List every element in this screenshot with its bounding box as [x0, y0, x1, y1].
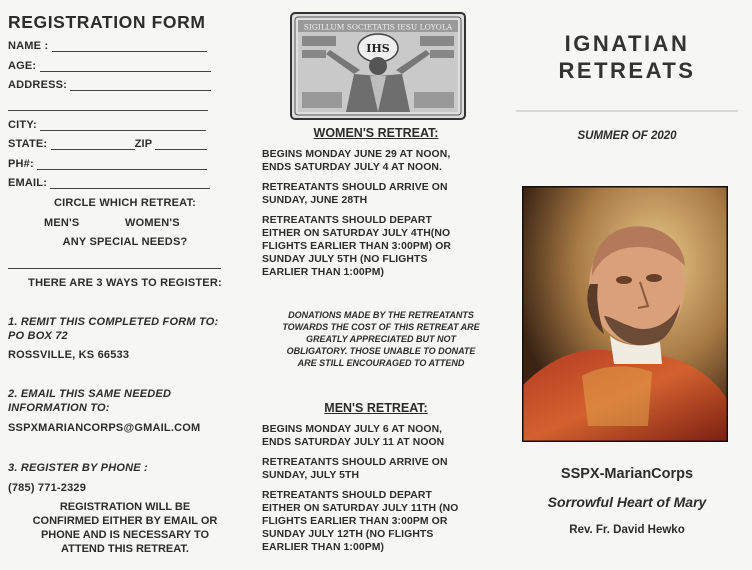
name-blank[interactable]	[52, 42, 207, 52]
men-depart-5: EARLIER THAN 1:00PM)	[262, 542, 385, 553]
way2-line2: INFORMATION TO:	[8, 402, 110, 414]
way3-phone[interactable]: (785) 771-2329	[8, 482, 87, 494]
email-label: EMAIL:	[8, 177, 48, 189]
men-depart-3: FLIGHTS EARLIER THAN 3:00PM OR	[262, 516, 448, 527]
name-field[interactable]	[8, 40, 207, 52]
women-arrive-2: SUNDAY, JUNE 28TH	[262, 195, 368, 206]
women-depart-3: FLIGHTS EARLIER THAN 3:00PM) OR	[262, 241, 451, 252]
zip-blank[interactable]	[155, 140, 207, 150]
women-depart-2: EITHER ON SATURDAY JULY 4TH(NO	[262, 228, 451, 239]
city-label: CITY:	[8, 119, 37, 131]
men-depart-4: SUNDAY JULY 12TH (NO FLIGHTS	[262, 529, 434, 540]
womens-heading: WOMEN'S RETREAT:	[313, 126, 439, 140]
form-title: REGISTRATION FORM	[8, 12, 206, 32]
state-zip-field[interactable]	[8, 138, 207, 150]
name-label: NAME :	[8, 40, 49, 52]
men-arrive-1: RETREATANTS SHOULD ARRIVE ON	[262, 457, 448, 468]
address-blank-2[interactable]	[8, 101, 208, 111]
women-depart-1: RETREATANTS SHOULD DEPART	[262, 215, 432, 226]
city-blank[interactable]	[40, 121, 206, 131]
confirm-line: REGISTRATION WILL BE	[59, 501, 191, 513]
way3-line1: 3. REGISTER BY PHONE :	[8, 462, 148, 474]
way1-line1: 1. REMIT THIS COMPLETED FORM TO:	[8, 316, 219, 328]
zip-label: ZIP	[134, 138, 153, 150]
seal-monogram: IHS	[366, 42, 390, 55]
option-women[interactable]: WOMEN'S	[125, 217, 180, 229]
org-subtitle: Sorrowful Heart of Mary	[547, 494, 707, 510]
special-needs-blank[interactable]	[8, 268, 221, 269]
men-arrive-2: SUNDAY, JULY 5TH	[262, 470, 360, 481]
mens-heading: MEN'S RETREAT:	[324, 401, 428, 415]
men-depart-2: EITHER ON SATURDAY JULY 11TH (NO	[262, 503, 459, 514]
state-label: STATE:	[8, 138, 48, 150]
jesuit-seal-image	[290, 12, 466, 120]
donations-line: DONATIONS MADE BY THE RETREATANTS	[288, 310, 474, 320]
cover-title-line1: IGNATIAN	[564, 31, 690, 56]
women-dates-1: BEGINS MONDAY JUNE 29 AT NOON,	[262, 149, 451, 160]
state-blank[interactable]	[51, 140, 135, 150]
special-needs-label: ANY SPECIAL NEEDS?	[62, 236, 188, 248]
donations-note	[250, 309, 512, 369]
priest-name: Rev. Fr. David Hewko	[569, 524, 685, 536]
confirm-line: CONFIRMED EITHER BY EMAIL OR	[32, 515, 218, 527]
donations-line: GREATLY APPRECIATED BUT NOT	[305, 334, 456, 344]
ways-heading: THERE ARE 3 WAYS TO REGISTER:	[28, 277, 222, 289]
age-blank[interactable]	[40, 62, 211, 72]
donations-line: ARE STILL ENCOURAGED TO ATTEND	[297, 358, 465, 368]
cover-title-line2: RETREATS	[558, 58, 696, 83]
confirm-line: PHONE AND IS NECESSARY TO	[40, 529, 210, 541]
cover-divider	[516, 110, 738, 112]
registration-panel	[0, 0, 250, 570]
women-depart-5: EARLIER THAN 1:00PM)	[262, 267, 385, 278]
seal-inscription: SIGILLUM SOCIETATIS IESU LOYOLA	[303, 22, 453, 32]
way2-email[interactable]: SSPXMARIANCORPS@GMAIL.COM	[8, 422, 201, 434]
men-dates-1: BEGINS MONDAY JULY 6 AT NOON,	[262, 424, 443, 435]
season-label: SUMMER OF 2020	[577, 130, 677, 142]
women-dates-2: ENDS SATURDAY JULY 4 AT NOON.	[262, 162, 442, 173]
address-line-2[interactable]	[8, 99, 208, 111]
confirm-line: ATTEND THIS RETREAT.	[61, 543, 189, 555]
address-label: ADDRESS:	[8, 79, 68, 91]
way1-line2: PO BOX 72	[8, 330, 68, 342]
option-men[interactable]: MEN'S	[44, 217, 80, 229]
way2-line1: 2. EMAIL THIS SAME NEEDED	[8, 388, 172, 400]
cover-title	[502, 30, 752, 84]
email-field[interactable]	[8, 177, 210, 189]
women-depart-4: SUNDAY JULY 5TH (NO FLIGHTS	[262, 254, 428, 265]
org-name: SSPX-MarianCorps	[560, 466, 694, 482]
men-dates-2: ENDS SATURDAY JULY 11 AT NOON	[262, 437, 445, 448]
email-blank[interactable]	[50, 179, 210, 189]
saint-portrait-image	[522, 186, 728, 442]
retreat-details-panel	[250, 0, 502, 570]
phone-field[interactable]	[8, 158, 207, 170]
age-field[interactable]	[8, 60, 211, 72]
address-field[interactable]	[8, 79, 211, 91]
donations-line: TOWARDS THE COST OF THIS RETREAT ARE	[282, 322, 480, 332]
address-blank[interactable]	[70, 81, 211, 91]
circle-label: CIRCLE WHICH RETREAT:	[53, 197, 197, 209]
age-label: AGE:	[8, 60, 37, 72]
women-arrive-1: RETREATANTS SHOULD ARRIVE ON	[262, 182, 448, 193]
way1-address: ROSSVILLE, KS 66533	[8, 349, 130, 361]
donations-line: OBLIGATORY. THOSE UNABLE TO DONATE	[286, 346, 476, 356]
cover-panel	[502, 0, 752, 570]
phone-label: PH#:	[8, 158, 34, 170]
city-field[interactable]	[8, 119, 206, 131]
phone-blank[interactable]	[37, 160, 207, 170]
men-depart-1: RETREATANTS SHOULD DEPART	[262, 490, 432, 501]
confirm-note	[0, 500, 250, 556]
